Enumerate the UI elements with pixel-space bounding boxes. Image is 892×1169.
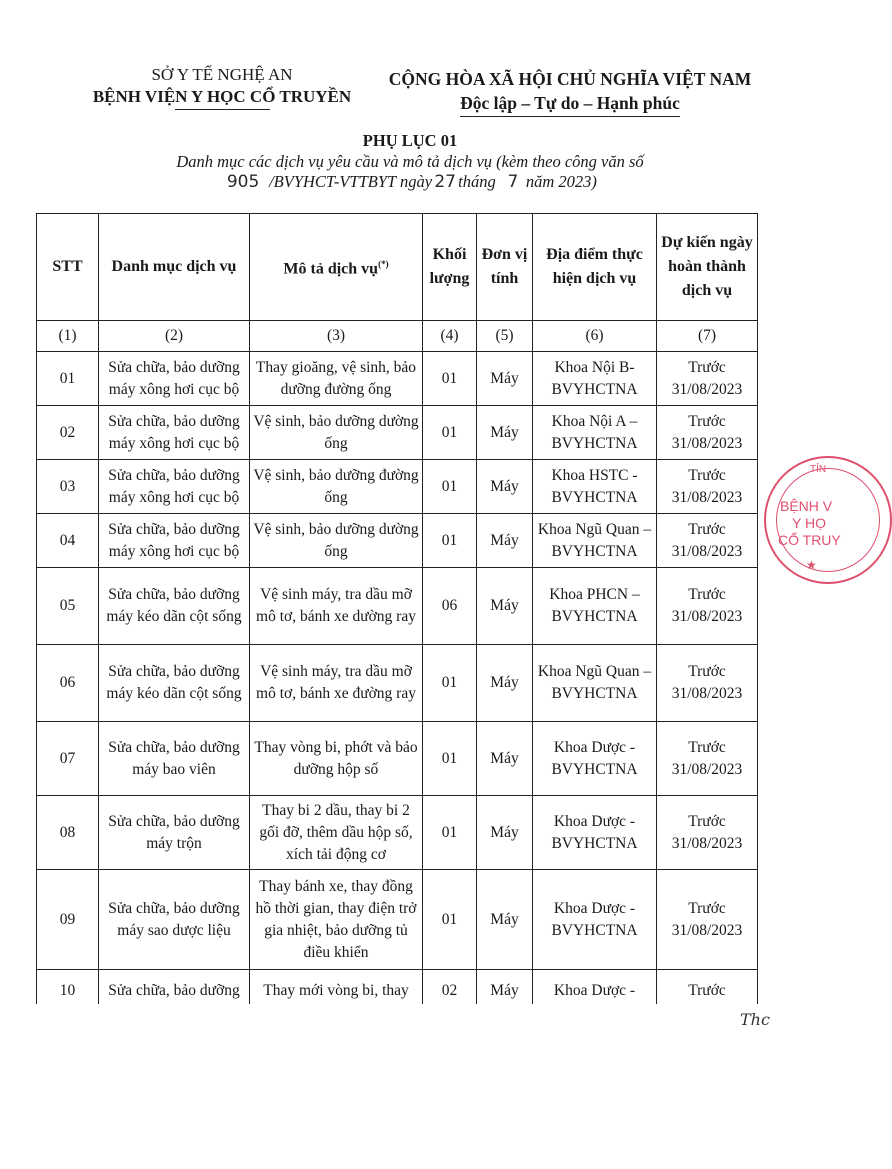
footnote-mark: (*) [378,259,389,270]
cell-description: Vệ sinh máy, tra dầu mỡ mô tơ, bánh xe dường ray [250,568,423,645]
table-row [37,970,758,1005]
cell-description: Vệ sinh, bảo dưỡng đường ống [250,460,423,514]
cell-unit: Máy [477,870,533,970]
header-description-text: Mô tả dịch vụ [283,260,379,278]
stamp-text: TỈN [810,464,827,475]
cell-unit: Máy [477,722,533,796]
stamp-text: BỆNH V [780,498,833,514]
cell-stt: 02 [37,406,99,460]
cell-location: Khoa Ngũ Quan – BVYHCTNA [533,645,657,722]
cell-service: Sửa chữa, bảo dưỡng máy xông hơi cục bộ [99,514,250,568]
national-motto: Độc lập – Tự do – Hạnh phúc [460,91,680,117]
cell-service: Sửa chữa, bảo dưỡng máy kéo dãn cột sống [99,568,250,645]
cell-quantity: 01 [423,352,477,406]
cell-due-date: Trước 31/08/2023 [657,352,758,406]
table-row [37,460,758,514]
cell-due-date: Trước 31/08/2023 [657,514,758,568]
cell-location: Khoa Dược - BVYHCTNA [533,796,657,870]
table-row [37,514,758,568]
cell-location: Khoa Dược - BVYHCTNA [533,870,657,970]
cell-stt: 03 [37,460,99,514]
header-location: Địa điểm thực hiện dịch vụ [533,214,657,321]
table-row [37,796,758,870]
cell-service: Sửa chữa, bảo dưỡng máy xông hơi cục bộ [99,352,250,406]
cell-due-date: Trước 31/08/2023 [657,722,758,796]
cell-description: Thay gioăng, vệ sinh, bảo dưỡng đường ống [250,352,423,406]
handwritten-initials: Thc [740,1010,770,1029]
appendix-subtitle-line1: Danh mục các dịch vụ yêu cầu và mô tả dịch vụ (kèm theo công văn số [176,152,644,171]
cell-location: Khoa Nội B-BVYHCTNA [533,352,657,406]
department-name: SỞ Y TẾ NGHỆ AN [151,65,293,84]
cell-quantity: 01 [423,645,477,722]
col-number: (3) [250,321,423,352]
col-number: (6) [533,321,657,352]
table-row [37,722,758,796]
issuer-block [62,64,382,110]
cell-stt: 04 [37,514,99,568]
cell-description: Thay vòng bi, phớt và bảo dưỡng hộp số [250,722,423,796]
cell-quantity: 01 [423,722,477,796]
cell-unit: Máy [477,568,533,645]
cell-stt: 09 [37,870,99,970]
cell-location: Khoa PHCN – BVYHCTNA [533,568,657,645]
cell-due-date: Trước 31/08/2023 [657,796,758,870]
country-name: CỘNG HÒA XÃ HỘI CHỦ NGHĨA VIỆT NAM [388,69,752,89]
cell-due-date: Trước 31/08/2023 [657,645,758,722]
red-seal-stamp [764,456,892,584]
cell-quantity: 02 [423,970,477,1005]
cell-unit: Máy [477,406,533,460]
national-block [365,67,775,117]
cell-quantity: 01 [423,870,477,970]
appendix-subtitle-line2 [60,172,760,192]
cell-service: Sửa chữa, bảo dưỡng máy xông hơi cục bộ [99,460,250,514]
cell-unit: Máy [477,514,533,568]
header-rule [175,109,270,110]
header-service: Danh mục dịch vụ [99,214,250,321]
cell-location: Khoa Dược - [533,970,657,1005]
cell-due-date: Trước 31/08/2023 [657,870,758,970]
cell-unit: Máy [477,460,533,514]
col-number: (2) [99,321,250,352]
cell-service: Sửa chữa, bảo dưỡng máy kéo dãn cột sống [99,645,250,722]
column-number-row [37,321,758,352]
cell-quantity: 06 [423,568,477,645]
month-label: tháng [458,172,496,191]
col-number: (5) [477,321,533,352]
cell-description: Vệ sinh máy, tra dầu mỡ mô tơ, bánh xe đường ray [250,645,423,722]
cell-unit: Máy [477,352,533,406]
table-row [37,870,758,970]
col-number: (7) [657,321,758,352]
cell-stt: 07 [37,722,99,796]
cell-service: Sửa chữa, bảo dưỡng máy bao viên [99,722,250,796]
cell-description: Thay bánh xe, thay đồng hồ thời gian, thay điện trở gia nhiệt, bảo dưỡng tủ điều khiển [250,870,423,970]
cell-quantity: 01 [423,514,477,568]
header-unit: Đơn vị tính [477,214,533,321]
cell-unit: Máy [477,970,533,1005]
handwritten-month: 7 [507,172,519,192]
cell-due-date: Trước 31/08/2023 [657,406,758,460]
star-icon: ★ [806,558,817,572]
cell-unit: Máy [477,796,533,870]
cell-stt: 01 [37,352,99,406]
cell-service: Sửa chữa, bảo dưỡng máy trộn [99,796,250,870]
cell-location: Khoa Nội A – BVYHCTNA [533,406,657,460]
doc-ref-text: /BVYHCT-VTTBYT ngày [269,172,433,191]
header-quantity: Khối lượng [423,214,477,321]
cell-location: Khoa Dược - BVYHCTNA [533,722,657,796]
hospital-name: BỆNH VIỆN Y HỌC CỔ TRUYỀN [92,87,352,106]
table-row [37,352,758,406]
table-row [37,568,758,645]
cell-service: Sửa chữa, bảo dưỡng máy xông hơi cục bộ [99,406,250,460]
handwritten-doc-number: 905 [226,172,260,192]
cell-location: Khoa HSTC - BVYHCTNA [533,460,657,514]
table-row [37,406,758,460]
cell-unit: Máy [477,645,533,722]
stamp-text: CỔ TRUY [778,532,841,548]
cell-service: Sửa chữa, bảo dưỡng máy sao dược liệu [99,870,250,970]
cell-due-date: Trước [657,970,758,1005]
cell-quantity: 01 [423,460,477,514]
cell-description: Vệ sinh, bảo dưỡng dường ống [250,406,423,460]
table-row [37,645,758,722]
cell-description: Vệ sinh, bảo dưỡng dường ống [250,514,423,568]
cell-location: Khoa Ngũ Quan – BVYHCTNA [533,514,657,568]
year-text: năm 2023) [525,172,597,191]
header-stt: STT [37,214,99,321]
col-number: (1) [37,321,99,352]
header-due-date: Dự kiến ngày hoàn thành dịch vụ [657,214,758,321]
cell-description: Thay bi 2 dầu, thay bi 2 gối đỡ, thêm dầu hộp số, xích tải động cơ [250,796,423,870]
cell-quantity: 01 [423,406,477,460]
cell-due-date: Trước 31/08/2023 [657,568,758,645]
cell-stt: 08 [37,796,99,870]
stamp-text: Y HỌ [792,515,826,531]
cell-stt: 06 [37,645,99,722]
appendix-title-block [60,131,760,192]
cell-service: Sửa chữa, bảo dưỡng [99,970,250,1005]
cell-quantity: 01 [423,796,477,870]
service-table [36,213,758,1004]
table-header-row [37,214,758,321]
handwritten-day: 27 [434,172,456,192]
col-number: (4) [423,321,477,352]
header-description [250,214,423,321]
cell-stt: 10 [37,970,99,1005]
cell-description: Thay mới vòng bi, thay [250,970,423,1005]
appendix-heading: PHỤ LỤC 01 [362,131,458,150]
cell-due-date: Trước 31/08/2023 [657,460,758,514]
cell-stt: 05 [37,568,99,645]
